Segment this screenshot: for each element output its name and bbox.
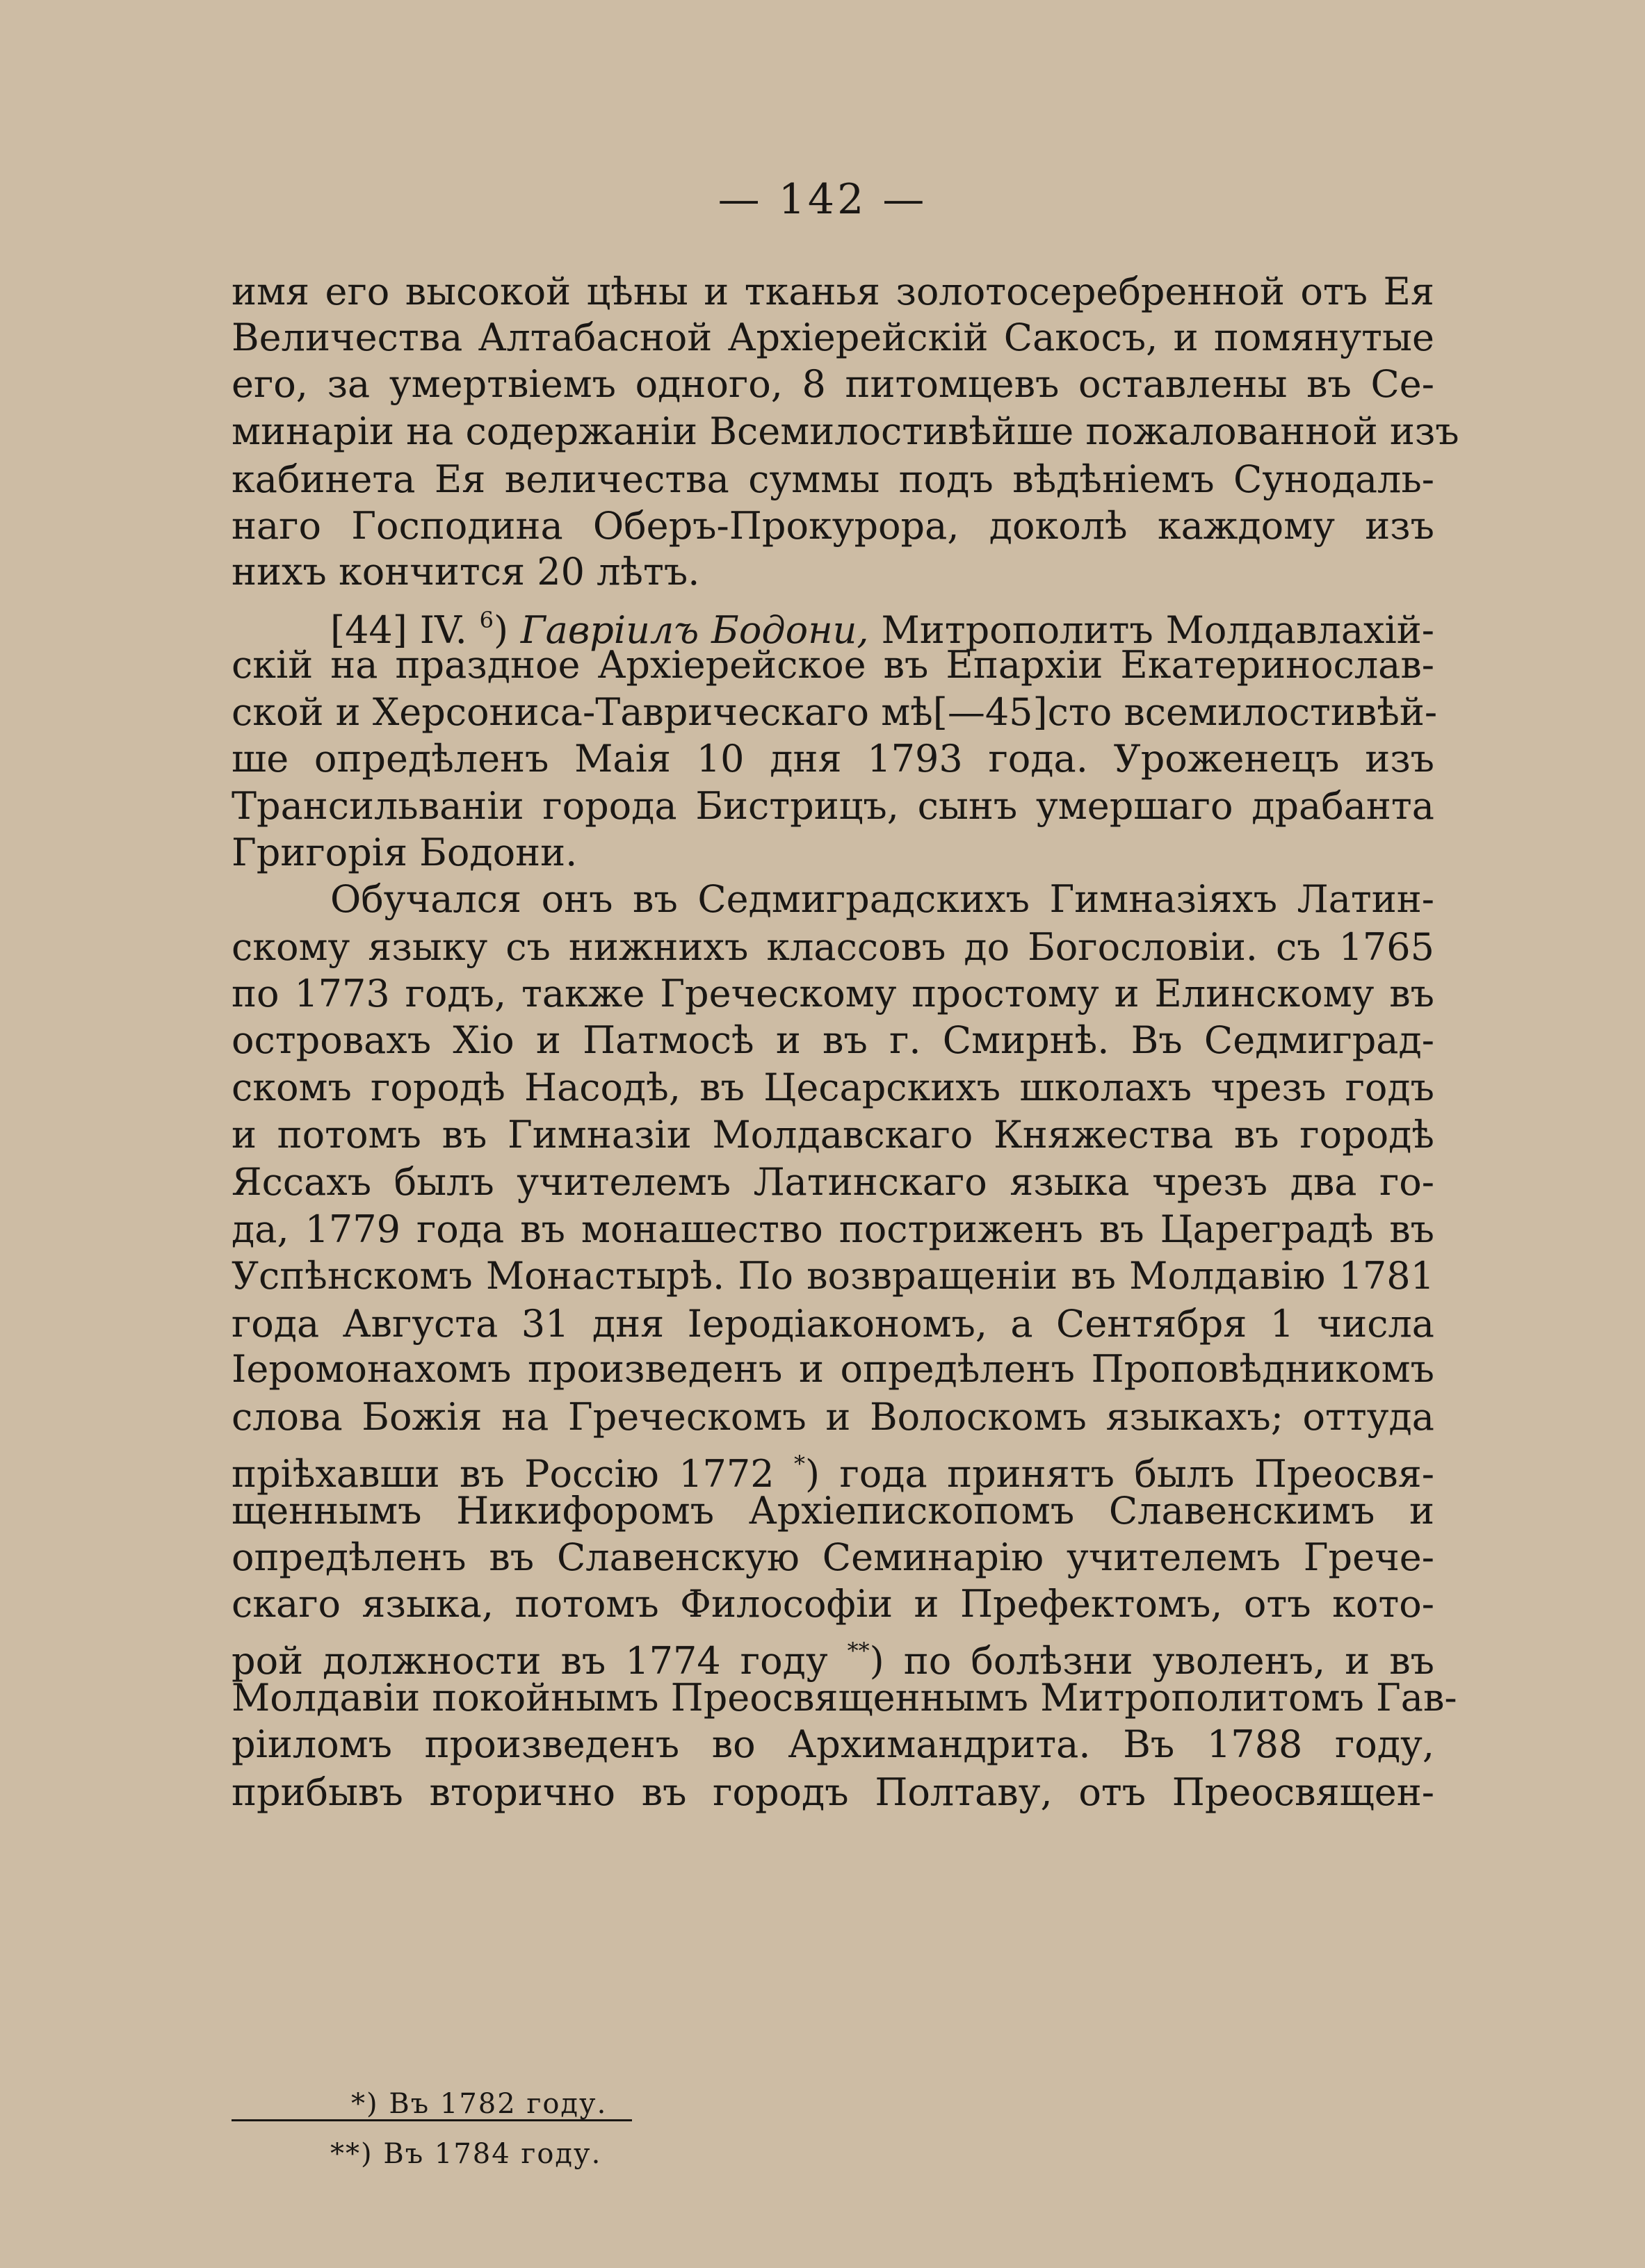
body-line xyxy=(232,1674,1457,1722)
italic-name: Гавріилъ Бодони, xyxy=(508,608,869,652)
body-line xyxy=(232,1063,1434,1112)
line-text: да, 1779 года въ монашество постриженъ въ Цареградѣ въ xyxy=(232,1207,1434,1251)
line-text: наго Господина Оберъ-Прокурора, доколѣ каждому изъ xyxy=(232,504,1434,548)
footnote-marker-paren: ) xyxy=(493,608,509,652)
body-line xyxy=(232,970,1434,1018)
line-text: и потомъ въ Гимназіи Молдавскаго Княжества въ городѣ xyxy=(232,1113,1434,1157)
line-text: нихъ кончится 20 лѣтъ. xyxy=(232,550,700,594)
footnote-marker: * xyxy=(794,1451,806,1477)
footnote-marker: ** xyxy=(847,1638,870,1664)
body-line xyxy=(232,313,1434,362)
line-text: скомъ городѣ Насодѣ, въ Цесарскихъ школахъ чрезъ годъ xyxy=(232,1066,1434,1109)
line-text: Молдавіи покойнымъ Преосвященнымъ Митрополитомъ Гав- xyxy=(232,1676,1457,1720)
body-line xyxy=(232,1345,1434,1394)
line-text: Успѣнскомъ Монастырѣ. По возвращеніи въ Молдавію 1781 xyxy=(232,1254,1434,1298)
body-line xyxy=(232,407,1459,456)
body-line xyxy=(232,1487,1434,1535)
line-prefix: [44] IV. xyxy=(330,608,480,652)
body-line xyxy=(232,1252,1434,1300)
body-line xyxy=(232,923,1434,972)
line-text: Обучался онъ въ Седмиградскихъ Гимназіяхъ Латин- xyxy=(330,877,1434,921)
footnote-marker-paren: ) xyxy=(869,1639,884,1683)
body-line xyxy=(330,875,1434,924)
body-line xyxy=(232,1016,1434,1065)
body-line xyxy=(232,360,1434,409)
body-line xyxy=(232,548,1434,596)
line-text: скому языку съ нижнихъ классовъ до Богословіи. съ 1765 xyxy=(232,925,1434,969)
line-text: минаріи на содержаніи Всемилостивѣйше пожалованной изъ xyxy=(232,409,1459,453)
line-prefix: пріѣхавши въ Россію 1772 xyxy=(232,1452,795,1496)
body-line xyxy=(232,1300,1434,1348)
line-text: кабинета Ея величества суммы подъ вѣдѣніемъ Сунодаль- xyxy=(232,457,1434,501)
body-line xyxy=(232,688,1438,737)
line-text: Яссахъ былъ учителемъ Латинскаго языка чрезъ два го- xyxy=(232,1160,1434,1204)
line-text: скаго языка, потомъ Философіи и Префектомъ, отъ кото- xyxy=(232,1582,1434,1626)
body-line xyxy=(232,1205,1434,1254)
body-line xyxy=(232,1768,1434,1817)
footnote-marker-paren: ) xyxy=(805,1452,820,1496)
body-line xyxy=(232,1580,1434,1629)
line-text: года принятъ былъ Преосвя- xyxy=(820,1452,1434,1496)
body-line xyxy=(232,455,1434,504)
body-line xyxy=(232,1533,1434,1582)
body-line xyxy=(232,502,1434,550)
body-line xyxy=(330,596,1434,652)
line-text: островахъ Хіо и Патмосѣ и въ г. Смирнѣ. Въ Седмиград- xyxy=(232,1018,1434,1062)
body-line xyxy=(232,1158,1434,1207)
line-text: по болѣзни уволенъ, и въ xyxy=(884,1639,1434,1683)
body-line xyxy=(232,1439,1434,1496)
line-text: Григорія Бодони. xyxy=(232,831,578,874)
line-text: щеннымъ Никифоромъ Архіепископомъ Славенскимъ и xyxy=(232,1489,1434,1533)
body-line xyxy=(232,1111,1434,1159)
line-text: ше опредѣленъ Маія 10 дня 1793 года. Уроженецъ изъ xyxy=(232,737,1434,781)
line-text: слова Божія на Греческомъ и Волоскомъ языкахъ; оттуда xyxy=(232,1395,1434,1439)
line-text: ріиломъ произведенъ во Архимандрита. Въ 1788 году, xyxy=(232,1722,1434,1766)
line-text: года Августа 31 дня Іеродіакономъ, а Сентября 1 числа xyxy=(232,1302,1434,1346)
line-text: опредѣленъ въ Славенскую Семинарію учителемъ Грече- xyxy=(232,1535,1434,1579)
body-line xyxy=(232,782,1434,831)
line-text: по 1773 годъ, также Греческому простому и Елинскому въ xyxy=(232,972,1434,1015)
body-line xyxy=(232,735,1434,783)
line-text: Іеромонахомъ произведенъ и опредѣленъ Проповѣдникомъ xyxy=(232,1347,1434,1391)
line-text: его, за умертвіемъ одного, 8 питомцевъ оставлены въ Се- xyxy=(232,362,1434,406)
body-line xyxy=(232,1720,1434,1769)
body-line xyxy=(232,268,1434,316)
line-text: Митрополитъ Молдавлахій- xyxy=(868,608,1434,652)
line-text: Трансильваніи города Бистрицъ, сынъ умершаго драбанта xyxy=(232,784,1434,828)
line-text: Величества Алтабасной Архіерейскій Сакосъ, и помянутые xyxy=(232,316,1434,359)
line-text: имя его высокой цѣны и тканья золотосеребренной отъ Ея xyxy=(232,270,1434,313)
footnote: *) Въ 1782 году. xyxy=(351,2088,608,2120)
footnote: **) Въ 1784 году. xyxy=(330,2138,602,2170)
line-text: прибывъ вторично въ городъ Полтаву, отъ Преосвящен- xyxy=(232,1770,1434,1814)
body-line xyxy=(232,641,1434,690)
page-number: — 142 — xyxy=(718,175,927,224)
body-line xyxy=(232,829,1434,877)
footnote-marker: 6 xyxy=(479,607,494,633)
line-prefix: рой должности въ 1774 году xyxy=(232,1639,848,1683)
line-text: ской и Херсониса-Таврическаго мѣ[—45]сто всемилостивѣй- xyxy=(232,690,1438,734)
body-line xyxy=(232,1626,1434,1683)
line-text: скій на праздное Архіерейское въ Епархіи Екатеринослав- xyxy=(232,643,1434,687)
body-line xyxy=(232,1393,1434,1442)
